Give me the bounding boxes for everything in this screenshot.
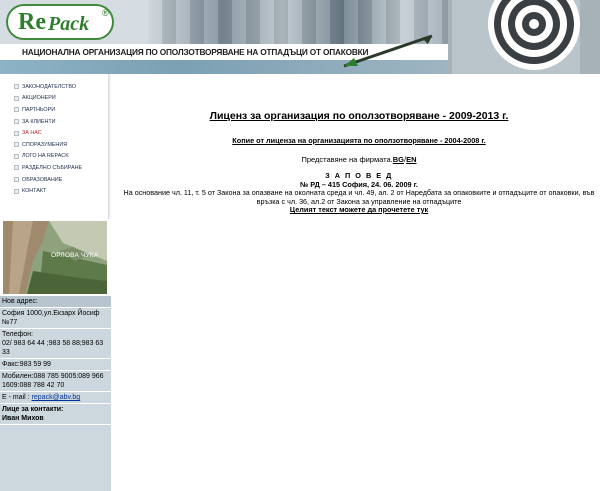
sidebar-item-shareholders[interactable]: [14, 93, 82, 105]
address-value: София 1000,ул.Екзарх Йосиф №77: [0, 308, 111, 329]
sidebar-item-legislation[interactable]: [14, 81, 82, 93]
page-title: Лиценз за организация по оползотворяване - 2009-2013 г.: [209, 110, 509, 122]
sidebar-item-label: ЗАКОНОДАТЕЛСТВО: [22, 83, 76, 90]
bullet-icon: [14, 165, 19, 170]
phone-value: 02/ 983 64 44 ;983 58 88;983 63 33: [2, 340, 104, 356]
sidebar: [0, 74, 110, 422]
sidebar-item-label: ЛОГО НА REPACK: [22, 153, 69, 160]
sidebar-item-label: ЗА НАС: [22, 130, 42, 137]
phone-label: Телефон:: [2, 331, 33, 338]
sidebar-item-label: РАЗДЕЛНО СЪБИРАНЕ: [22, 164, 83, 171]
sidebar-item-for-clients[interactable]: [14, 116, 82, 128]
bullet-icon: [14, 107, 19, 112]
bullet-icon: [14, 131, 19, 136]
photo-caption: ОРЛОВА ЧУКА: [51, 252, 99, 259]
license-copy-link[interactable]: Копие от лиценза на организацията по оползотворяване - 2004-2008 г.: [232, 136, 486, 145]
sidebar-item-separate-collection[interactable]: [14, 162, 82, 174]
order-number: № РД – 415 София, 24. 06. 2009 г.: [300, 180, 418, 189]
sidebar-item-label: АКЦИОНЕРИ: [22, 95, 56, 102]
bullet-icon: [14, 177, 19, 182]
contact-person-label: Лице за контакти:: [2, 406, 64, 413]
site-tagline: НАЦИОНАЛНА ОРГАНИЗАЦИЯ ПО ОПОЛЗОТВОРЯВАНЕ НА ОТПАДЪЦИ ОТ ОПАКОВКИ: [22, 47, 369, 57]
target-icon: [452, 0, 580, 74]
presentation-en-link[interactable]: EN: [406, 155, 417, 164]
logo-re-text: Re: [18, 9, 46, 35]
email-link[interactable]: repack@abv.bg: [31, 394, 81, 401]
arrow-icon: [340, 30, 440, 70]
address-label: Нов адрес:: [0, 296, 111, 308]
sidebar-item-label: КОНТАКТ: [22, 188, 47, 195]
bullet-icon: [14, 119, 19, 124]
sidebar-item-repack-logo[interactable]: [14, 151, 82, 163]
contact-person-name: Иван Михов: [2, 415, 44, 422]
sidebar-item-label: ПАРТНЬОРИ: [22, 106, 56, 113]
bullet-icon: [14, 84, 19, 89]
presentation-text: Представяне на фирмата.: [301, 155, 393, 164]
contact-person-block: [0, 404, 111, 425]
sidebar-divider: [108, 74, 111, 219]
sidebar-item-label: ЗА КЛИЕНТИ: [22, 118, 56, 125]
bullet-icon: [14, 189, 19, 194]
order-heading: З А П О В Е Д: [325, 171, 393, 180]
sidebar-item-agreements[interactable]: [14, 139, 82, 151]
email-label: E - mail :: [2, 394, 30, 401]
email-row: [0, 392, 111, 404]
phone-block: [0, 329, 111, 359]
presentation-bg-link[interactable]: BG: [392, 155, 404, 164]
logo-pack-text: Pack: [48, 13, 90, 35]
language-separator: /: [404, 155, 407, 164]
sidebar-item-partners[interactable]: [14, 104, 82, 116]
sidebar-nav: [14, 81, 82, 197]
sidebar-item-about-us[interactable]: [14, 127, 82, 139]
header-logo-area: [0, 0, 148, 44]
main-content: [118, 74, 600, 417]
site-header: [0, 0, 600, 74]
company-presentation: [118, 155, 600, 164]
bullet-icon: [14, 142, 19, 147]
order-body: На основание чл. 11, т. 5 от Закона за опазване на околната среда и чл. 49, ал. 2 от Наредбата за опаковките и отпадъците от опаковки, във връзка с чл. 36, ал.2 от Закона за управление на отпадъците: [123, 188, 595, 206]
mobile-value: Мобилен:088 785 9005:089 966 1609:088 788 42 70: [0, 371, 111, 392]
landscape-photo: [3, 221, 107, 294]
registered-mark: ®: [102, 8, 109, 18]
contact-panel: [0, 296, 111, 491]
sidebar-item-education[interactable]: [14, 174, 82, 186]
bullet-icon: [14, 154, 19, 159]
repack-logo[interactable]: [6, 4, 114, 40]
sidebar-item-label: СПОРАЗУМЕНИЯ: [22, 141, 68, 148]
bullet-icon: [14, 96, 19, 101]
full-text-link[interactable]: Целият текст можете да прочетете тук: [289, 205, 429, 214]
fax-value: Факс:983 59 99: [0, 359, 111, 371]
sidebar-item-label: ОБРАЗОВАНИЕ: [22, 176, 63, 183]
sidebar-item-contact[interactable]: [14, 185, 82, 197]
